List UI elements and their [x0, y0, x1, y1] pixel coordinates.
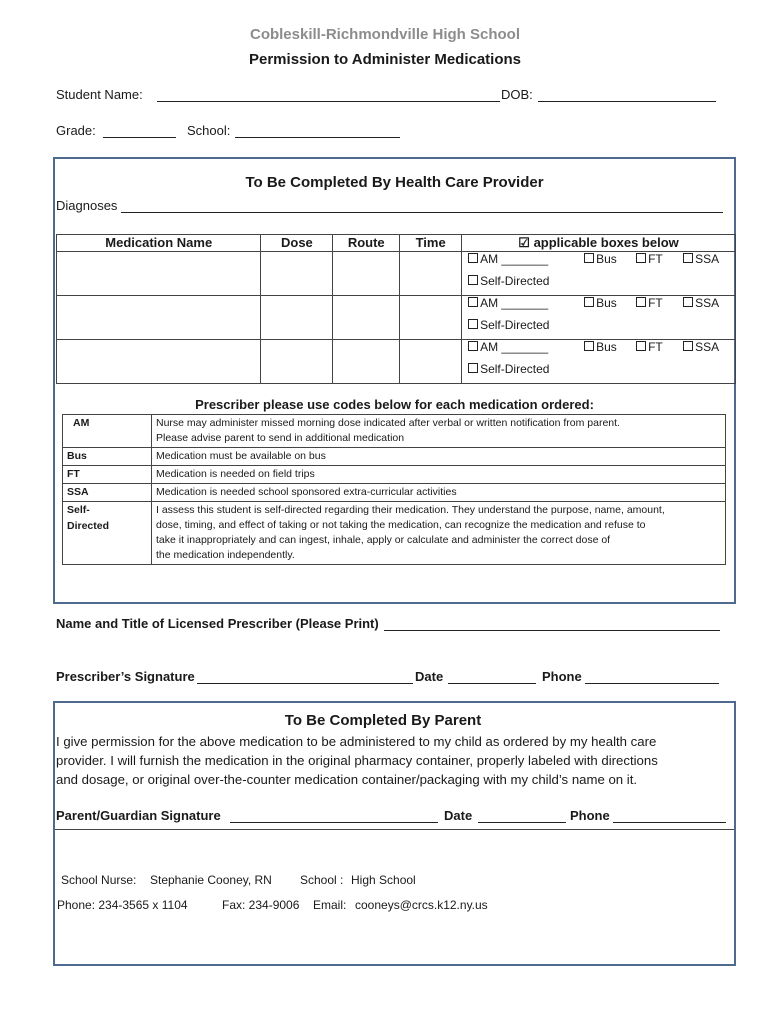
dob-field[interactable] — [538, 87, 716, 102]
code-text-line: I assess this student is self-directed regarding their medication. They understand the purpose, name, amount, — [156, 504, 665, 516]
bus-option-label: Bus — [596, 296, 617, 310]
ft-checkbox[interactable] — [636, 253, 646, 263]
time-cell[interactable] — [400, 252, 462, 296]
codes-table — [62, 414, 726, 565]
parent-phone-field[interactable] — [613, 808, 726, 823]
prescriber-name-label: Name and Title of Licensed Prescriber (Please Print) — [56, 616, 379, 631]
code-cell: AM — [63, 415, 152, 448]
route-cell[interactable] — [333, 296, 400, 340]
parent-date-field[interactable] — [478, 808, 566, 823]
medication-name-cell[interactable] — [57, 340, 261, 384]
self-directed-checkbox[interactable] — [468, 275, 478, 285]
checked-box-icon: ☑ — [518, 235, 530, 250]
table-row — [63, 448, 726, 466]
bus-checkbox[interactable] — [584, 341, 594, 351]
code-description — [152, 502, 726, 565]
code-description: Medication must be available on bus — [152, 448, 726, 466]
self-directed-option-label: Self-Directed — [480, 274, 550, 288]
ssa-checkbox[interactable] — [683, 341, 693, 351]
bus-option-label: Bus — [596, 252, 617, 266]
dose-cell[interactable] — [261, 252, 333, 296]
ft-option-label: FT — [648, 296, 663, 310]
applicable-boxes-label: applicable boxes below — [533, 235, 679, 250]
parent-consent-line: I give permission for the above medication to be administered to my child as ordered by my health care — [56, 734, 657, 749]
nurse-label: School Nurse: — [61, 873, 137, 887]
medication-name-cell[interactable] — [57, 252, 261, 296]
ft-option-label: FT — [648, 252, 663, 266]
code-cell — [63, 502, 152, 565]
self-directed-checkbox[interactable] — [468, 363, 478, 373]
student-name-label: Student Name: — [56, 87, 143, 102]
codes-heading: Prescriber please use codes below for each medication ordered: — [195, 397, 594, 412]
options-cell — [462, 252, 736, 296]
contact-email-label: Email: — [313, 898, 347, 912]
code-text-line: Directed — [67, 520, 110, 532]
table-row — [63, 502, 726, 565]
prescriber-date-label: Date — [415, 669, 444, 684]
prescriber-signature-field[interactable] — [197, 669, 413, 684]
school-field[interactable] — [235, 123, 400, 138]
prescriber-date-field[interactable] — [448, 669, 536, 684]
table-row — [57, 252, 736, 296]
contact-email[interactable]: cooneys@crcs.k12.ny.us — [355, 898, 488, 912]
am-checkbox[interactable] — [468, 341, 478, 351]
time-cell[interactable] — [400, 340, 462, 384]
ssa-checkbox[interactable] — [683, 297, 693, 307]
parent-consent-line: provider. I will furnish the medication in the original pharmacy container, properly labeled with directions — [56, 753, 658, 768]
grade-field[interactable] — [103, 123, 176, 138]
table-row — [57, 340, 736, 384]
grade-label: Grade: — [56, 123, 96, 138]
self-directed-option-label: Self-Directed — [480, 318, 550, 332]
am-checkbox[interactable] — [468, 297, 478, 307]
code-text-line: take it inappropriately and can ingest, inhale, apply or calculate and administer the correct dose of — [156, 534, 611, 546]
nurse-name: Stephanie Cooney, RN — [150, 873, 272, 887]
table-row — [63, 484, 726, 502]
col-time: Time — [400, 235, 462, 252]
ssa-option-label: SSA — [695, 252, 720, 266]
contact-phone: Phone: 234-3565 x 1104 — [57, 898, 188, 912]
code-description: Medication is needed on field trips — [152, 466, 726, 484]
col-dose: Dose — [261, 235, 333, 252]
am-checkbox[interactable] — [468, 253, 478, 263]
school-label: School: — [187, 123, 231, 138]
code-description: Medication is needed school sponsored extra-curricular activities — [152, 484, 726, 502]
bus-checkbox[interactable] — [584, 297, 594, 307]
self-directed-checkbox[interactable] — [468, 319, 478, 329]
code-cell: SSA — [63, 484, 152, 502]
dob-label: DOB: — [501, 87, 533, 102]
col-applicable-boxes — [462, 235, 736, 252]
code-cell: FT — [63, 466, 152, 484]
table-row — [63, 466, 726, 484]
code-description — [152, 415, 726, 448]
contact-school-value: High School — [351, 873, 416, 887]
time-cell[interactable] — [400, 296, 462, 340]
am-option-label: AM _______ — [480, 340, 549, 354]
bus-checkbox[interactable] — [584, 253, 594, 263]
ssa-option-label: SSA — [695, 340, 720, 354]
form-title: Permission to Administer Medications — [249, 51, 521, 68]
prescriber-name-field[interactable] — [384, 616, 720, 631]
section-divider — [55, 829, 734, 830]
col-route: Route — [333, 235, 400, 252]
student-name-field[interactable] — [157, 87, 500, 102]
code-text-line: dose, timing, and effect of taking or not taking the medication, can recognize the medication and refuse to — [156, 519, 646, 531]
diagnoses-field[interactable] — [121, 198, 723, 213]
table-row — [57, 296, 736, 340]
contact-school-label: School : — [300, 873, 344, 887]
table-row — [63, 415, 726, 448]
col-medication-name: Medication Name — [57, 235, 261, 252]
provider-heading: To Be Completed By Health Care Provider — [245, 174, 544, 191]
parent-signature-label: Parent/Guardian Signature — [56, 808, 221, 823]
route-cell[interactable] — [333, 252, 400, 296]
prescriber-phone-label: Phone — [542, 669, 582, 684]
parent-consent-line: and dosage, or original over-the-counter medication container/packaging with my child’s name on it. — [56, 772, 638, 787]
contact-fax: Fax: 234-9006 — [222, 898, 300, 912]
ft-option-label: FT — [648, 340, 663, 354]
code-cell: Bus — [63, 448, 152, 466]
parent-heading: To Be Completed By Parent — [284, 712, 482, 729]
code-text-line: Self- — [67, 504, 90, 516]
parent-date-label: Date — [444, 808, 473, 823]
parent-phone-label: Phone — [570, 808, 610, 823]
ssa-option-label: SSA — [695, 296, 720, 310]
bus-option-label: Bus — [596, 340, 617, 354]
dose-cell[interactable] — [261, 340, 333, 384]
code-text-line: Please advise parent to send in additional medication — [156, 432, 405, 444]
code-text-line: the medication independently. — [156, 549, 295, 561]
ft-checkbox[interactable] — [636, 297, 646, 307]
route-cell[interactable] — [333, 340, 400, 384]
medication-name-cell[interactable] — [57, 296, 261, 340]
ssa-checkbox[interactable] — [683, 253, 693, 263]
prescriber-phone-field[interactable] — [585, 669, 719, 684]
self-directed-option-label: Self-Directed — [480, 362, 550, 376]
options-cell — [462, 296, 736, 340]
parent-signature-field[interactable] — [230, 808, 438, 823]
ft-checkbox[interactable] — [636, 341, 646, 351]
dose-cell[interactable] — [261, 296, 333, 340]
options-cell — [462, 340, 736, 384]
school-name: Cobleskill-Richmondville High School — [249, 26, 521, 43]
prescriber-signature-label: Prescriber’s Signature — [56, 669, 195, 684]
diagnoses-label: Diagnoses — [56, 198, 118, 213]
code-text-line: Nurse may administer missed morning dose indicated after verbal or written notification from parent. — [156, 417, 620, 429]
medication-table — [56, 234, 736, 384]
am-option-label: AM _______ — [480, 296, 549, 310]
am-option-label: AM _______ — [480, 252, 549, 266]
